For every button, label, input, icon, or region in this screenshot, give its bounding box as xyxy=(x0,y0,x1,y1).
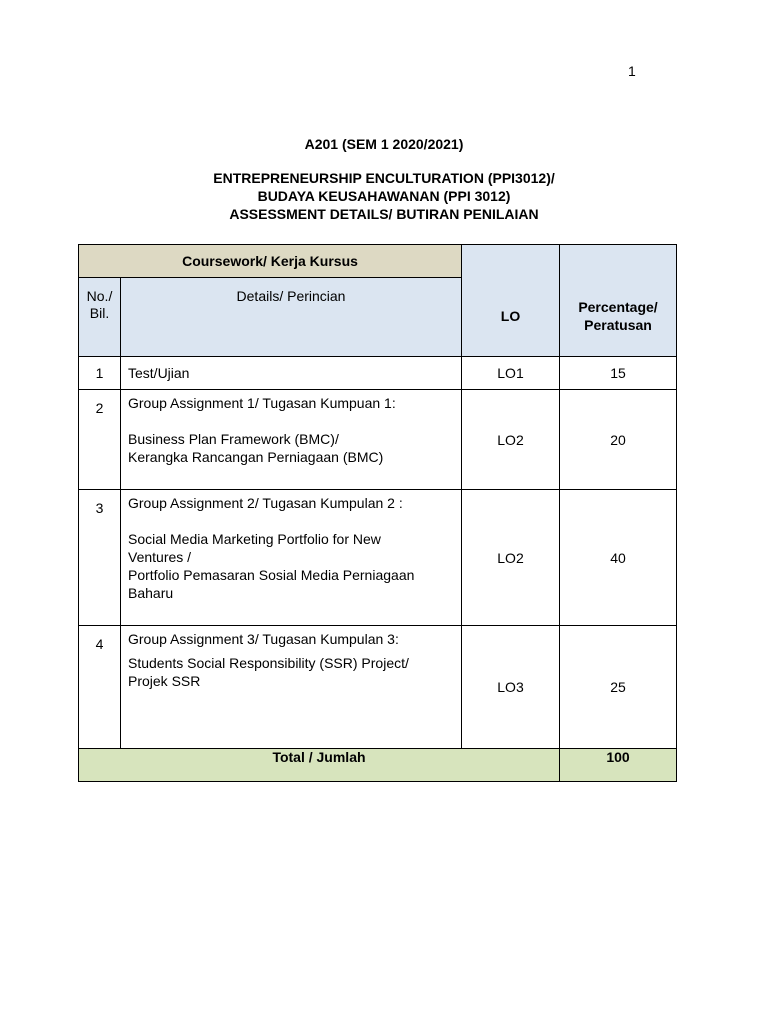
percentage-header-line-2: Peratusan xyxy=(584,316,652,333)
row-detail-line: Baharu xyxy=(128,585,174,601)
row-percentage: 40 xyxy=(560,490,677,626)
total-label: Total / Jumlah xyxy=(79,749,560,782)
row-number: 3 xyxy=(79,490,121,626)
percentage-header-line-1: Percentage/ xyxy=(578,298,658,315)
table-header-row xyxy=(79,245,677,278)
row-detail-line: Kerangka Rancangan Perniagaan (BMC) xyxy=(128,449,384,465)
table-row xyxy=(79,626,677,749)
row-heading: Group Assignment 1/ Tugasan Kumpuan 1: xyxy=(128,395,396,411)
details-column-header: Details/ Perincian xyxy=(121,278,462,357)
row-percentage: 25 xyxy=(560,626,677,749)
row-heading: Group Assignment 3/ Tugasan Kumpulan 3: xyxy=(128,631,399,647)
table-row xyxy=(79,357,677,390)
coursework-header: Coursework/ Kerja Kursus xyxy=(79,245,462,278)
title-line-1: ENTREPRENEURSHIP ENCULTURATION (PPI3012)/ xyxy=(213,170,555,186)
row-number: 4 xyxy=(79,626,121,749)
row-heading: Group Assignment 2/ Tugasan Kumpulan 2 : xyxy=(128,495,403,511)
row-percentage: 20 xyxy=(560,390,677,490)
row-details: Test/Ujian xyxy=(121,357,462,390)
row-detail-line: Ventures / xyxy=(128,549,192,565)
row-number: 1 xyxy=(79,357,121,390)
row-lo: LO1 xyxy=(462,357,560,390)
table-row xyxy=(79,490,677,626)
row-percentage: 15 xyxy=(560,357,677,390)
document-title xyxy=(0,169,768,223)
row-lo: LO2 xyxy=(462,390,560,490)
row-details xyxy=(121,490,462,626)
number-header-line-2: Bil. xyxy=(89,305,110,321)
title-line-3: ASSESSMENT DETAILS/ BUTIRAN PENILAIAN xyxy=(229,206,539,222)
row-number: 2 xyxy=(79,390,121,490)
table-row xyxy=(79,390,677,490)
row-details xyxy=(121,390,462,490)
row-detail-line: Social Media Marketing Portfolio for New xyxy=(128,531,381,547)
total-row xyxy=(79,749,677,782)
lo-column-header: LO xyxy=(462,245,560,357)
course-code-line: A201 (SEM 1 2020/2021) xyxy=(304,136,464,152)
row-detail-line: Projek SSR xyxy=(128,673,201,689)
percentage-column-header xyxy=(560,245,677,357)
number-column-header xyxy=(79,278,121,357)
row-lo: LO3 xyxy=(462,626,560,749)
title-line-2: BUDAYA KEUSAHAWANAN (PPI 3012) xyxy=(257,188,511,204)
row-detail-line: Business Plan Framework (BMC)/ xyxy=(128,431,339,447)
row-detail-line: Students Social Responsibility (SSR) Project/ xyxy=(128,655,409,671)
page-number: 1 xyxy=(628,63,636,79)
assessment-table xyxy=(78,244,677,782)
number-header-line-1: No./ xyxy=(86,288,113,304)
row-lo: LO2 xyxy=(462,490,560,626)
total-value: 100 xyxy=(560,749,677,782)
row-detail-line: Portfolio Pemasaran Sosial Media Perniagaan xyxy=(128,567,415,583)
row-details xyxy=(121,626,462,749)
